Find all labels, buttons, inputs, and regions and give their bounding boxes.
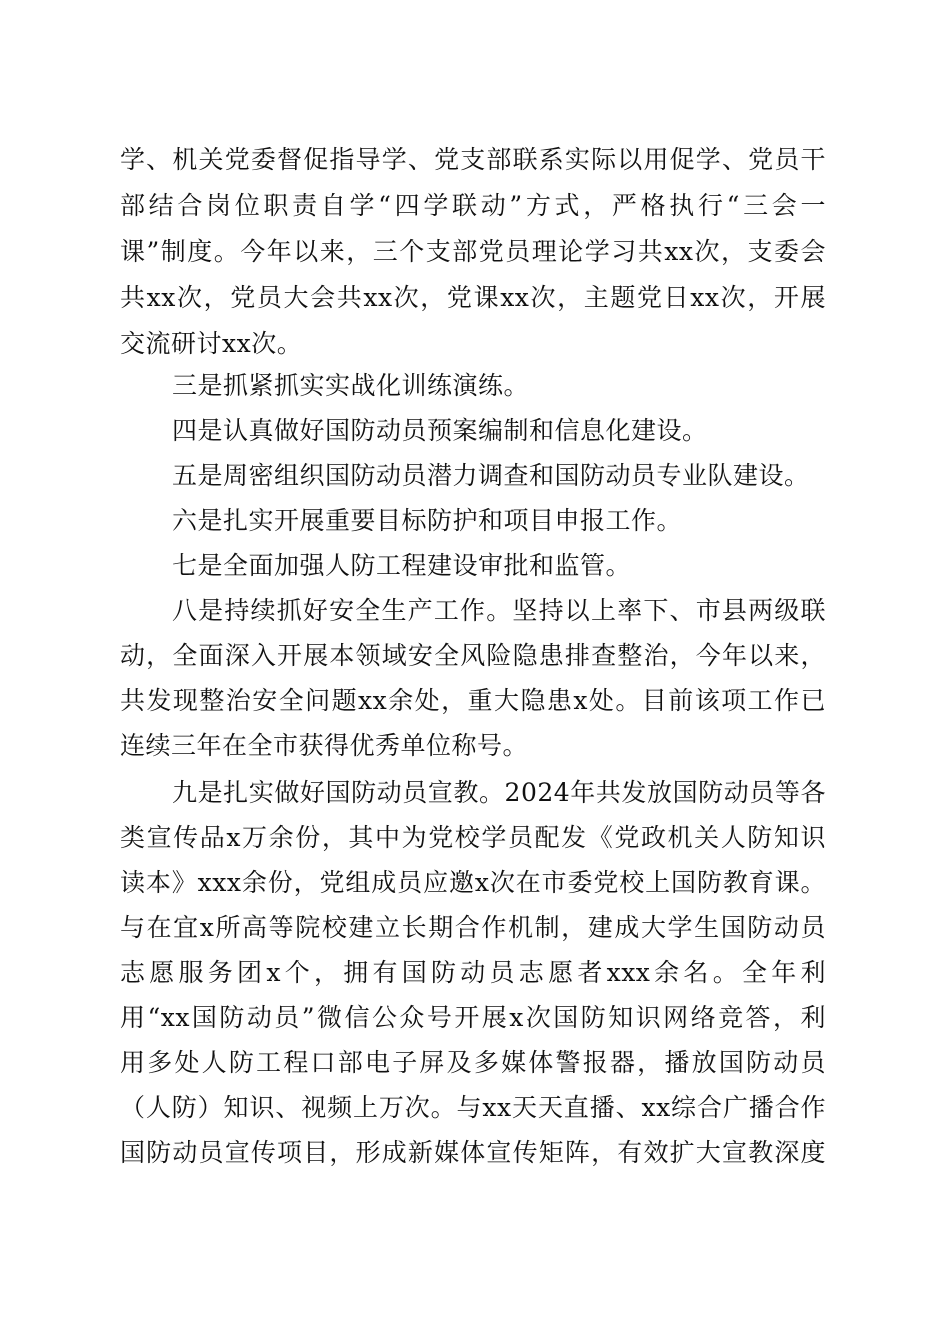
heading-item-4: 四是认真做好国防动员预案编制和信息化建设。 bbox=[172, 416, 708, 445]
text-line: 部结合岗位职责自学“四学联动”方式，严格执行“三会一 bbox=[120, 191, 826, 220]
paragraph-9-line: 九是扎实做好国防动员宣教。2024年共发放国防动员等各 bbox=[172, 778, 826, 807]
heading-item-7: 七是全面加强人防工程建设审批和监管。 bbox=[172, 551, 632, 580]
text-line: （人防）知识、视频上万次。与xx天天直播、xx综合广播合作 bbox=[120, 1093, 826, 1122]
text-line: 国防动员宣传项目，形成新媒体宣传矩阵，有效扩大宣教深度 bbox=[120, 1138, 826, 1167]
text-line: 读本》xxx余份，党组成员应邀x次在市委党校上国防教育课。 bbox=[120, 868, 826, 897]
text-line: 用多处人防工程口部电子屏及多媒体警报器，播放国防动员 bbox=[120, 1048, 826, 1077]
heading-item-6: 六是扎实开展重要目标防护和项目申报工作。 bbox=[172, 506, 683, 535]
text-line: 连续三年在全市获得优秀单位称号。 bbox=[120, 731, 529, 760]
heading-item-3: 三是抓紧抓实实战化训练演练。 bbox=[172, 371, 530, 400]
text-line: 交流研讨xx次。 bbox=[120, 329, 303, 358]
text-line: 动，全面深入开展本领域安全风险隐患排查整治，今年以来， bbox=[120, 641, 826, 670]
text-line: 学、机关党委督促指导学、党支部联系实际以用促学、党员干 bbox=[120, 145, 826, 174]
text-line: 类宣传品x万余份，其中为党校学员配发《党政机关人防知识 bbox=[120, 823, 826, 852]
text-line: 共发现整治安全问题xx余处，重大隐患x处。目前该项工作已 bbox=[120, 686, 826, 715]
text-line: 共xx次，党员大会共xx次，党课xx次，主题党日xx次，开展 bbox=[120, 283, 826, 312]
text-line: 志愿服务团x个，拥有国防动员志愿者xxx余名。全年利 bbox=[120, 958, 826, 987]
text-line: 课”制度。今年以来，三个支部党员理论学习共xx次，支委会 bbox=[120, 237, 826, 266]
paragraph-8-line: 八是持续抓好安全生产工作。坚持以上率下、市县两级联 bbox=[172, 596, 826, 625]
heading-item-5: 五是周密组织国防动员潜力调查和国防动员专业队建设。 bbox=[172, 461, 810, 490]
text-line: 与在宜x所高等院校建立长期合作机制，建成大学生国防动员 bbox=[120, 913, 826, 942]
text-line: 用“xx国防动员”微信公众号开展x次国防知识网络竞答，利 bbox=[120, 1003, 826, 1032]
